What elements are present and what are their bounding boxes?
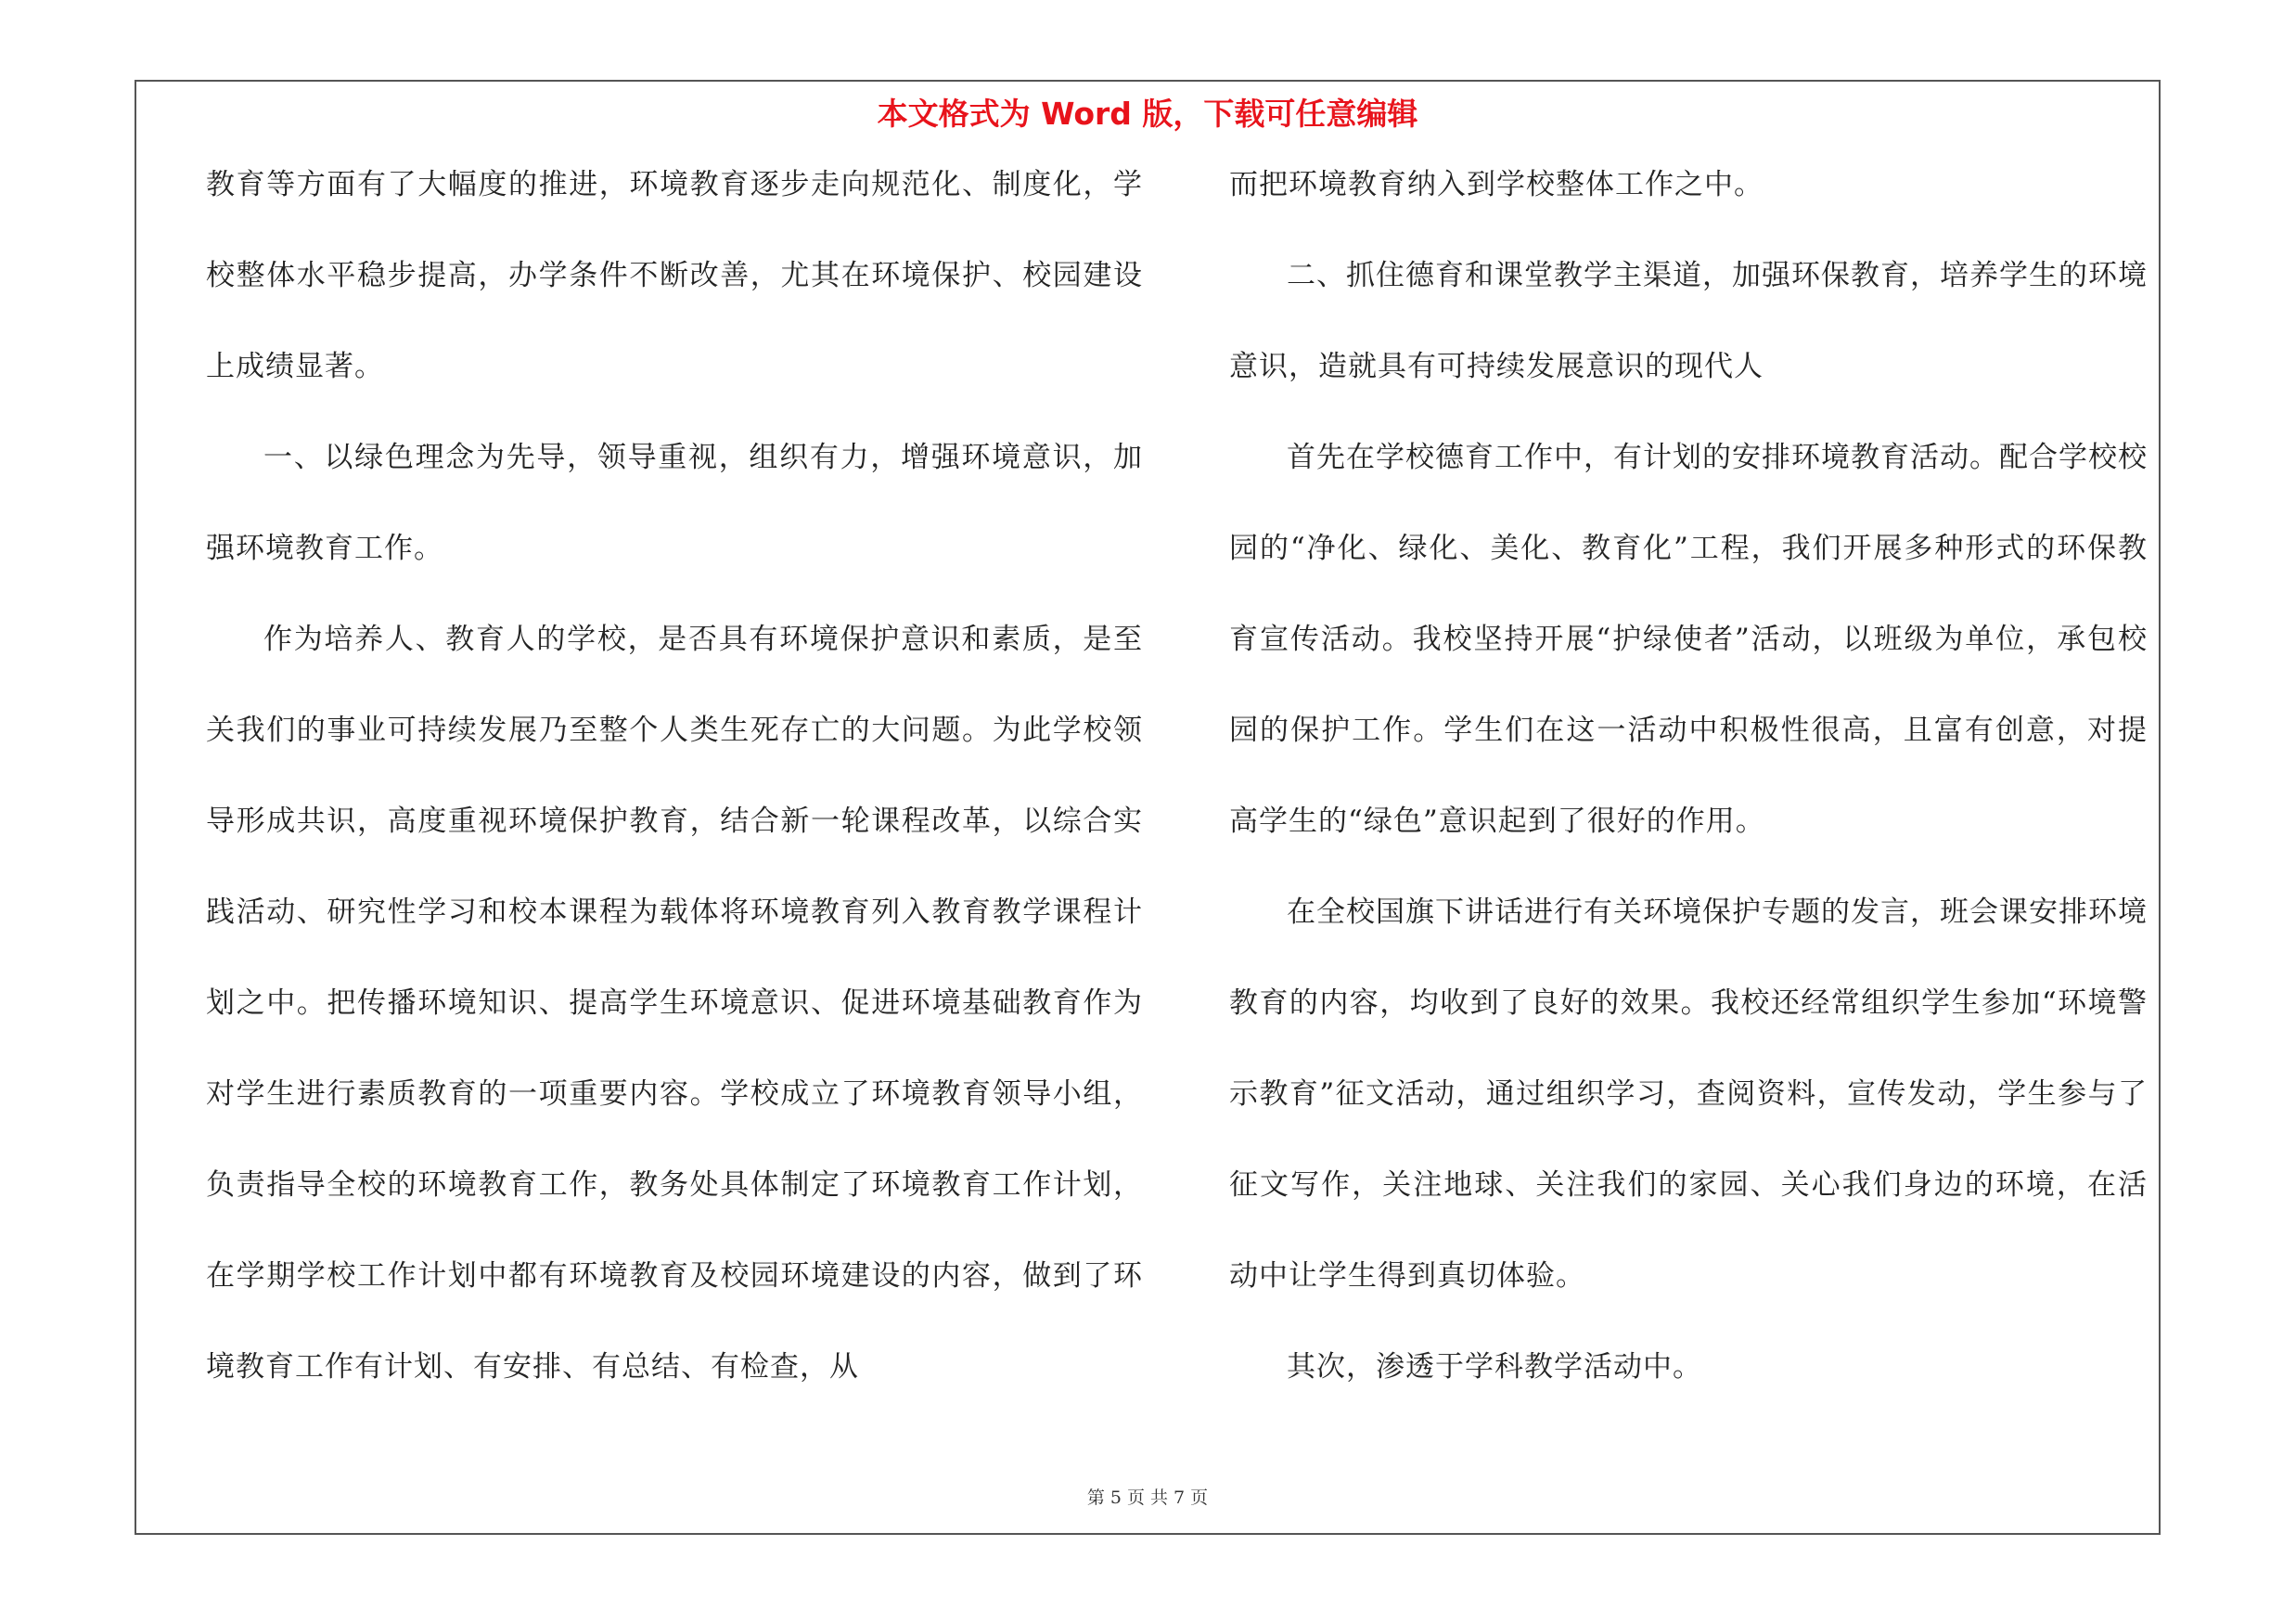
body-paragraph: 首先在学校德育工作中，有计划的安排环境教育活动。配合学校校园的“净化、绿化、美化、教育化”工程，我们开展多种形式的环保教育宣传活动。我校坚持开展“护绿使者”活动，以班级为单位，承包校园的保护工作。学生们在这一活动中积极性很高，且富有创意，对提高学生的“绿色”意识起到了很好的作用。 <box>1229 441 2148 838</box>
body-paragraph: 在全校国旗下讲话进行有关环境保护专题的发言，班会课安排环境教育的内容，均收到了良好的效果。我校还经常组织学生参加“环境警示教育”征文活动，通过组织学习，查阅资料，宣传发动，学生参与了征文写作，关注地球、关注我们的家园、关心我们身边的环境，在活动中让学生得到真切体验。 <box>1229 895 2148 1293</box>
section-heading-two: 二、抓住德育和课堂教学主渠道，加强环保教育，培养学生的环境意识，造就具有可持续发展意识的现代人 <box>1229 259 2148 383</box>
left-text-column <box>206 139 1143 1412</box>
document-page <box>135 80 2161 1535</box>
body-paragraph: 教育等方面有了大幅度的推进，环境教育逐步走向规范化、制度化，学校整体水平稳步提高，办学条件不断改善，尤其在环境保护、校园建设上成绩显著。 <box>206 168 1143 383</box>
section-heading-one: 一、以绿色理念为先导，领导重视，组织有力，增强环境意识，加强环境教育工作。 <box>206 441 1143 565</box>
right-text-column <box>1229 139 2148 1412</box>
body-paragraph: 其次，渗透于学科教学活动中。 <box>1287 1350 1702 1384</box>
body-paragraph: 而把环境教育纳入到学校整体工作之中。 <box>1229 168 1764 201</box>
body-paragraph: 作为培养人、教育人的学校，是否具有环境保护意识和素质，是至关我们的事业可持续发展乃至整个人类生死存亡的大问题。为此学校领导形成共识，高度重视环境保护教育，结合新一轮课程改革，以综合实践活动、研究性学习和校本课程为载体将环境教育列入教育教学课程计划之中。把传播环境知识、提高学生环境意识、促进环境基础教育作为对学生进行素质教育的一项重要内容。学校成立了环境教育领导小组，负责指导全校的环境教育工作，教务处具体制定了环境教育工作计划，在学期学校工作计划中都有环境教育及校园环境建设的内容，做到了环境教育工作有计划、有安排、有总结、有检查，从 <box>206 623 1143 1384</box>
page-number-footer: 第 5 页 共 7 页 <box>1086 1488 1209 1508</box>
editable-format-banner: 本文格式为 Word 版，下载可任意编辑 <box>877 96 1418 132</box>
